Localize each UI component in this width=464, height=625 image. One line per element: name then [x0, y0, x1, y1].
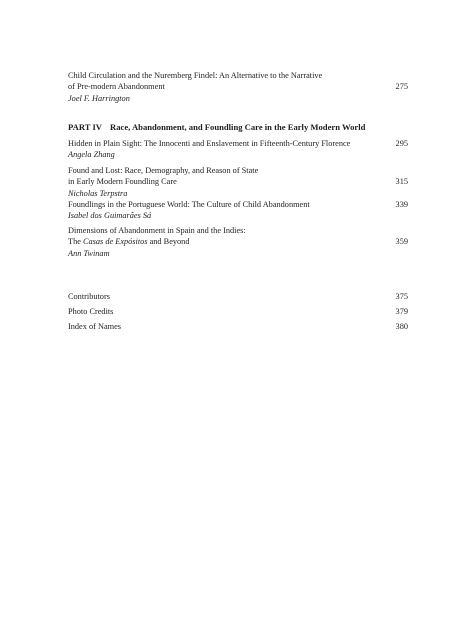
entry-page-number: 295 [395, 139, 408, 148]
back-matter-entry [68, 307, 408, 316]
entry-title [68, 138, 408, 149]
entry-title-line: in Early Modern Foundling Care [68, 177, 177, 187]
entry-title-line: Foundlings in the Portuguese World: The Culture of Child Abandonment [68, 200, 310, 209]
back-matter-label: Contributors [68, 292, 110, 301]
entry-title-line: of Pre-modern Abandonment [68, 82, 165, 92]
toc-entry [68, 165, 408, 199]
toc-entry [68, 225, 408, 259]
entry-title-line: Child Circulation and the Nuremberg Findel: An Alternative to the Narrative [68, 71, 323, 80]
entry-title-line: Found and Lost: Race, Demography, and Reason of State [68, 166, 259, 175]
back-matter-entry [68, 292, 408, 301]
back-matter-page-number: 380 [395, 322, 408, 331]
entry-title [68, 165, 408, 188]
entry-title [68, 70, 408, 93]
entry-title-text: and Beyond [147, 237, 190, 247]
entry-title-line [68, 237, 189, 246]
back-matter-page-number: 379 [395, 307, 408, 316]
entry-title [68, 225, 408, 248]
entry-author: Angela Zhang [68, 150, 115, 160]
entry-title-text: The [68, 237, 83, 247]
entry-title-italic: Casas de Expósitos [82, 237, 148, 247]
entry-author: Nicholas Terpstra [68, 188, 128, 198]
entry-title [68, 199, 408, 210]
entry-page-number: 359 [395, 237, 408, 247]
entry-author: Isabel dos Guimarães Sá [68, 211, 152, 221]
toc-entry [68, 138, 408, 161]
entry-title-line: Hidden in Plain Sight: The Innocenti and Enslavement in Fifteenth-Century Florence [68, 139, 351, 148]
entry-title-line: Dimensions of Abandonment in Spain and the Indies: [68, 226, 246, 235]
back-matter-label: Index of Names [68, 322, 121, 331]
back-matter-label: Photo Credits [68, 307, 114, 316]
part-heading [68, 122, 365, 132]
toc-entry [68, 199, 408, 222]
back-matter-page-number: 375 [395, 292, 408, 301]
entry-page-number: 275 [395, 82, 408, 92]
entry-author: Ann Twinam [68, 248, 110, 258]
entry-author: Joel F. Harrington [68, 93, 130, 103]
toc-entry [68, 70, 408, 104]
part-label: PART IV [68, 122, 102, 132]
entry-page-number: 315 [395, 177, 408, 187]
entry-page-number: 339 [395, 200, 408, 209]
part-title: Race, Abandonment, and Foundling Care in the Early Modern World [110, 122, 366, 132]
back-matter-entry [68, 322, 408, 331]
